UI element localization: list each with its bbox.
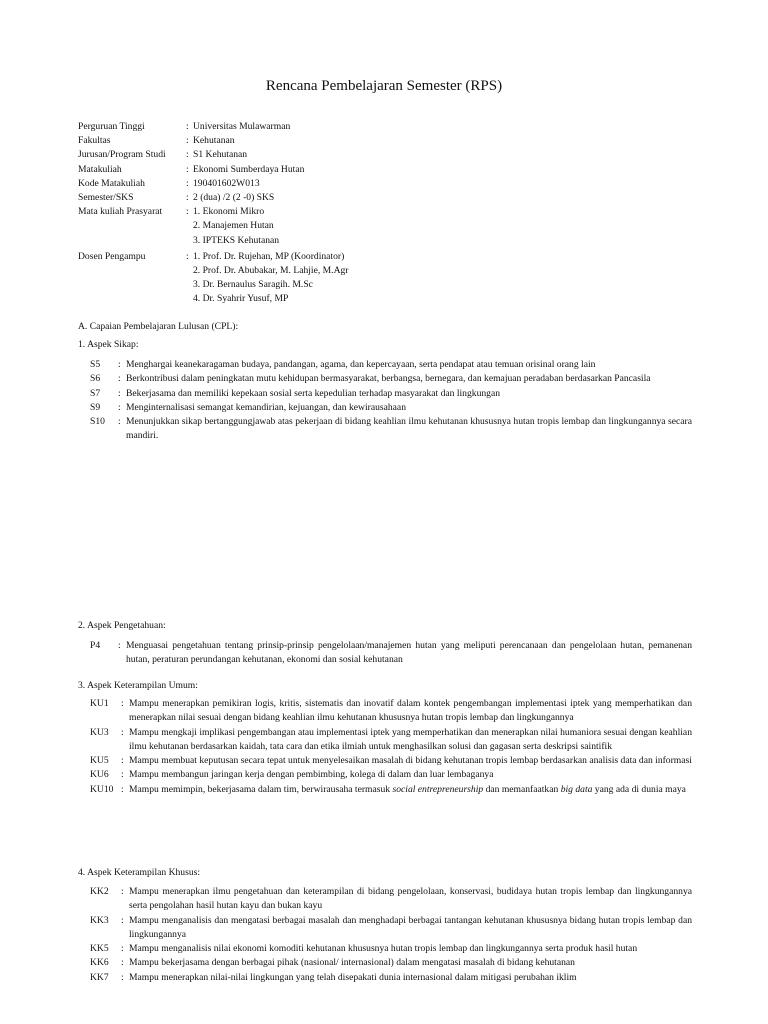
info-label: Dosen Pengampu: [78, 250, 146, 262]
dosen-item: 3. Dr. Bernaulus Saragih. M.Sc: [193, 279, 313, 291]
info-row-fakultas: Fakultas : Kehutanan: [78, 134, 698, 148]
item-code: S5: [90, 359, 101, 370]
item-text: Mampu menganalisis dan mengatasi berbagai masalah dan menghadapi berbagai tantangan kehutanan khususnya bidang hutan tropis lembap dan lingkungannya: [129, 914, 692, 940]
info-label: Semester/SKS: [78, 192, 134, 204]
list-item: KU6 : Mampu membangun jaringan kerja dengan pembimbing, kolega di dalam dan luar lembaganya: [90, 768, 692, 782]
info-value: Universitas Mulawarman: [193, 121, 291, 132]
sikap-list: [90, 358, 692, 444]
info-row-perguruan: Perguruan Tinggi : Universitas Mulawarman: [78, 120, 698, 134]
info-label: Jurusan/Program Studi: [78, 149, 166, 161]
item-code: KK5: [90, 943, 109, 955]
pengetahuan-heading: 2. Aspek Pengetahuan:: [78, 620, 166, 631]
item-code: KK6: [90, 957, 109, 969]
info-row-dosen: Dosen Pengampu : 1. Prof. Dr. Rujehan, MP (Koordinator): [78, 250, 698, 264]
list-item: S10 : Menunjukkan sikap bertanggungjawab atas pekerjaan di bidang keahlian ilmu kehutanan khususnya hutan tropis lembap dan lingkungannya secara mandiri.: [90, 415, 692, 444]
info-label: Fakultas: [78, 135, 111, 147]
info-row-jurusan: Jurusan/Program Studi : S1 Kehutanan: [78, 148, 698, 162]
umum-list: [90, 697, 692, 797]
info-label: Matakuliah: [78, 163, 122, 175]
info-row-prasyarat: Mata kuliah Prasyarat : 1. Ekonomi Mikro: [78, 205, 698, 219]
item-text: Mampu menerapkan pemikiran logis, kritis, sistematis dan inovatif dalam kontek pengembangan implementasi iptek yang memperhatikan dan menerapkan nilai sesuai dengan bidang keahlian ilmu kehutanan khususnya hutan tropis lembap dan lingkungannya: [129, 698, 692, 724]
item-code: KU3: [90, 726, 109, 738]
khusus-heading: 4. Aspek Keterampilan Khusus:: [78, 867, 201, 878]
info-value: S1 Kehutanan: [193, 149, 248, 161]
item-text: Mampu menerapkan nilai-nilai lingkungan yang telah disepakati dunia internasional dalam mitigasi perubahan iklim: [129, 971, 577, 983]
item-text: Bekerjasama dan memiliki kepekaan sosial serta kepedulian terhadap masyarakat dan lingkungan: [126, 387, 501, 399]
item-code: KK2: [90, 886, 109, 897]
item-code: S9: [90, 401, 101, 413]
item-text: Menguasai pengetahuan tentang prinsip-prinsip pengelolaan/manajemen hutan yang meliputi perencanaan dan pengelolaan hutan, pemanenan hutan, peraturan perundangan kehutanan, ekonomi dan sosial kehutanan: [126, 640, 692, 666]
info-value: 190401602W013: [193, 177, 260, 189]
list-item: KK3 : Mampu menganalisis dan mengatasi berbagai masalah dan menghadapi berbagai tantangan kehutanan khususnya bidang hutan tropis lembap dan lingkungannya: [90, 914, 692, 943]
item-code: S10: [90, 416, 105, 428]
item-code: KU10: [90, 783, 114, 795]
item-text: Mampu menganalisis nilai ekonomi komoditi kehutanan khususnya hutan tropis lembap dan lingkungannya serta produk hasil hutan: [129, 943, 638, 955]
list-item: S5 : Menghargai keanekaragaman budaya, pandangan, agama, dan kepercayaan, serta pendapat atau temuan orisinal orang lain: [90, 358, 692, 372]
item-code: P4: [90, 640, 101, 651]
umum-heading: 3. Aspek Keterampilan Umum:: [78, 680, 198, 691]
item-text: Menghargai keanekaragaman budaya, pandangan, agama, dan kepercayaan, serta pendapat atau temuan orisinal orang lain: [126, 359, 596, 370]
prasyarat-item: 1. Ekonomi Mikro: [193, 206, 265, 218]
item-text: Menunjukkan sikap bertanggungjawab atas pekerjaan di bidang keahlian ilmu kehutanan khususnya hutan tropis lembap dan lingkungannya secara mandiri.: [126, 416, 692, 442]
list-item: S6 : Berkontribusi dalam peningkatan mutu kehidupan bermasyarakat, berbangsa, bernegara, dan kemajuan peradaban berdasarkan Pancasila: [90, 372, 692, 386]
list-item: KK2 : Mampu menerapkan ilmu pengetahuan dan keterampilan di bidang pengelolaan, konservasi, budidaya hutan tropis lembap dan lingkungannya serta pengolahan hasil hutan kayu dan bukan kayu: [90, 885, 692, 914]
info-value: Kehutanan: [193, 135, 235, 147]
list-item: KK7 : Mampu menerapkan nilai-nilai lingkungan yang telah disepakati dunia internasional dalam mitigasi perubahan iklim: [90, 971, 692, 985]
info-row-semester: Semester/SKS : 2 (dua) /2 (2 -0) SKS: [78, 191, 698, 205]
item-text: Mampu membangun jaringan kerja dengan pembimbing, kolega di dalam dan luar lembaganya: [129, 769, 494, 781]
item-code: S7: [90, 387, 101, 399]
document-title: Rencana Pembelajaran Semester (RPS): [265, 78, 503, 94]
italic-term: social entrepreneurship: [392, 783, 484, 795]
item-code: KU6: [90, 769, 109, 781]
info-value: 2 (dua) /2 (2 -0) SKS: [193, 192, 275, 204]
item-code: KU5: [90, 755, 109, 767]
cpl-heading: A. Capaian Pembelajaran Lulusan (CPL):: [78, 321, 239, 332]
list-item: KU10 : Mampu memimpin, bekerjasama dalam tim, berwirausaha termasuk social entrepreneurship dan memanfaatkan big data yang ada di dunia maya: [90, 783, 692, 797]
dosen-item: 1. Prof. Dr. Rujehan, MP (Koordinator): [193, 250, 345, 262]
info-label: Perguruan Tinggi: [78, 121, 145, 132]
item-code: KK3: [90, 914, 109, 926]
list-item: KU3 : Mampu mengkaji implikasi pengembangan atau implementasi iptek yang memperhatikan dan menerapkan nilai humaniora sesuai dengan keahlian ilmu kehutanan berdasarkan kaidah, tata cara dan etika ilmiah untuk menghasilkan solusi dan gagasan serta deskripsi saintifik: [90, 726, 692, 755]
info-row-matakuliah: Matakuliah : Ekonomi Sumberdaya Hutan: [78, 163, 698, 177]
khusus-list: [90, 885, 692, 985]
list-item: KK5 : Mampu menganalisis nilai ekonomi komoditi kehutanan khususnya hutan tropis lembap dan lingkungannya serta produk hasil hutan: [90, 942, 692, 956]
item-code: KU1: [90, 698, 109, 709]
item-text: Berkontribusi dalam peningkatan mutu kehidupan bermasyarakat, berbangsa, bernegara, dan kemajuan peradaban berdasarkan Pancasila: [126, 373, 651, 385]
list-item: KU1 : Mampu menerapkan pemikiran logis, kritis, sistematis dan inovatif dalam kontek pengembangan implementasi iptek yang memperhatikan dan menerapkan nilai sesuai dengan bidang keahlian ilmu kehutanan khususnya hutan tropis lembap dan lingkungannya: [90, 697, 692, 726]
info-label: Kode Matakuliah: [78, 177, 145, 189]
item-text: Menginternalisasi semangat kemandirian, kejuangan, dan kewirausahaan: [126, 401, 406, 413]
sikap-heading: 1. Aspek Sikap:: [78, 339, 139, 350]
dosen-item: 2. Prof. Dr. Abubakar, M. Lahjie, M.Agr: [193, 265, 349, 277]
dosen-item: 4. Dr. Syahrir Yusuf, MP: [193, 293, 289, 305]
item-text: Mampu memimpin, bekerjasama dalam tim, berwirausaha termasuk social entrepreneurship dan memanfaatkan big data yang ada di dunia maya: [129, 783, 686, 795]
item-text: Mampu mengkaji implikasi pengembangan atau implementasi iptek yang memperhatikan dan menerapkan nilai humaniora sesuai dengan keahlian ilmu kehutanan berdasarkan kaidah, tata cara dan etika ilmiah untuk menghasilkan solusi dan gagasan serta deskripsi saintifik: [129, 726, 692, 752]
info-row-kode: Kode Matakuliah : 190401602W013: [78, 177, 698, 191]
course-info: [78, 120, 698, 307]
prasyarat-item: 2. Manajemen Hutan: [193, 220, 274, 232]
list-item: KK6 : Mampu bekerjasama dengan berbagai pihak (nasional/ internasional) dalam mengatasi masalah di bidang kehutanan: [90, 956, 692, 970]
item-text: Mampu menerapkan ilmu pengetahuan dan keterampilan di bidang pengelolaan, konservasi, budidaya hutan tropis lembap dan lingkungannya serta pengolahan hasil hutan kayu dan bukan kayu: [129, 886, 692, 912]
item-text: Mampu membuat keputusan secara tepat untuk menyelesaikan masalah di bidang kehutanan tropis lembap berdasarkan analisis data dan informasi: [129, 755, 692, 767]
item-code: KK7: [90, 971, 109, 983]
list-item: P4 : Menguasai pengetahuan tentang prinsip-prinsip pengelolaan/manajemen hutan yang meliputi perencanaan dan pengelolaan hutan, pemanenan hutan, peraturan perundangan kehutanan, ekonomi dan sosial kehutanan: [90, 639, 692, 668]
list-item: KU5 : Mampu membuat keputusan secara tepat untuk menyelesaikan masalah di bidang kehutanan tropis lembap berdasarkan analisis data dan informasi: [90, 754, 692, 768]
item-code: S6: [90, 373, 101, 385]
pengetahuan-list: [90, 639, 692, 668]
list-item: S9 : Menginternalisasi semangat kemandirian, kejuangan, dan kewirausahaan: [90, 401, 692, 415]
prasyarat-item: 3. IPTEKS Kehutanan: [193, 234, 280, 246]
list-item: S7 : Bekerjasama dan memiliki kepekaan sosial serta kepedulian terhadap masyarakat dan lingkungan: [90, 387, 692, 401]
info-label: Mata kuliah Prasyarat: [78, 206, 163, 218]
item-text: Mampu bekerjasama dengan berbagai pihak (nasional/ internasional) dalam mengatasi masalah di bidang kehutanan: [129, 957, 575, 969]
italic-term: big data: [560, 783, 593, 795]
info-value: Ekonomi Sumberdaya Hutan: [193, 163, 305, 175]
